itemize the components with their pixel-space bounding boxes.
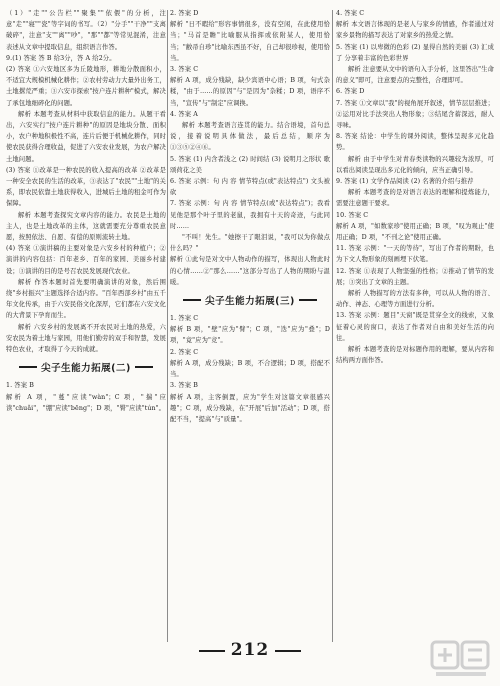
- answer-paragraph: 3. 答案 C: [170, 66, 199, 74]
- answer-paragraph: 13. 答案 示例：题目"天窗"既是贯穿全文的线索，又象征着心灵的窗口，表达了作者对自由和美好生活的向往。: [336, 312, 494, 342]
- answer-paragraph: 1. 答案 C: [170, 315, 199, 323]
- column-divider: [332, 10, 333, 642]
- section-heading: [170, 293, 330, 307]
- watermark-icon: [430, 636, 492, 680]
- page-number-rule: [199, 650, 225, 652]
- answer-paragraph: 12. 答案 ①表现了人物坚强的性格；②推动了情节的发展；③突出了文章的主题。: [336, 267, 494, 286]
- answer-paragraph: 5. 答案 (1) 内含者浅之 (2) 时间结 (3) 说明月之形状 歌颂荷花之美: [170, 155, 330, 174]
- answer-paragraph: 8. 答案 结论：中学生的课外阅读，整体呈现多元化趋势。: [336, 133, 494, 152]
- answer-paragraph: 1. 答案 B: [6, 382, 34, 390]
- answer-paragraph: （1）"走""公告栏""聚集""依偎"的分析，注意"走""寝""瓷"等字词的书写。（2）"分手""干净""支离破碎"，注意"支""离""吵"，"那""都"等常见混淆，注意表述从文章中提取信息，组织语言作答。: [6, 10, 166, 51]
- answer-paragraph: 9.(1) 答案 答 B 给3分，答 A 给2分。: [6, 54, 116, 62]
- answer-paragraph: 10. 答案 C: [336, 211, 369, 219]
- answer-paragraph: 解析 A 项，"蔓"应读"wàn"；C 项，"揣"应读"chuǎi"，"绷"应读"bēng"；D 项，"臀"应读"tún"。: [6, 393, 166, 412]
- answer-paragraph: 解析 "日不暇给"形容事情很多，没有空闲，在此使用恰当；"马首是瞻"比喻服从指挥或依附某人，使用恰当；"敝帚自珍"比喻东西虽不好，自己却很珍视，使用恰当。: [170, 21, 330, 62]
- answer-column-3: [336, 8, 494, 646]
- page-number: [0, 640, 500, 660]
- answer-paragraph: 7. 答案 ①文章以"我"的视角展开叙述，情节层层推进；②运用对比手法突出人物形象；③结尾含蓄深远，耐人寻味。: [336, 99, 494, 130]
- answer-paragraph: 3. 答案 B: [170, 382, 198, 390]
- answer-paragraph: (4) 答案 ①演讲稿的主要对象是六安乡村的种植户；②演讲的内容包括：百年老乡、百年的家园、美丽乡村建设；③演讲的目的是号召农民发展现代农业。: [6, 245, 166, 275]
- answer-paragraph: 解析 A 项，"如数家珍"使用正确；B 项，"叹为观止"使用正确；D 项，"不刊之论"使用正确。: [336, 222, 494, 242]
- answer-paragraph: 解析 作答本题时首先要明确演讲的对象，然后围绕"乡村振兴"主题选择合适内容。"百年西部乡村"由五千年文化传承，由于六安民俗文化深厚，它们都在六安文化的大背景下孕育而生。: [6, 278, 166, 320]
- answer-paragraph: 解析 A 项，成分残缺；B 项，不合逻辑；D 项，搭配不当。: [170, 359, 330, 379]
- answer-paragraph: 解析 本题考查探究文章内容的能力。农民是土地的主人，也是土地改革的主体，这就需要充分尊重农民意愿，按照依法、自愿、有偿的原则流转土地。: [6, 211, 166, 242]
- section-heading: [6, 360, 166, 374]
- answer-paragraph: 6. 答案 D: [336, 88, 365, 96]
- answer-paragraph: 11. 答案 示例："一天的等待"，写出了作者的期盼，也为下文人物形象的刻画埋下伏笔。: [336, 245, 494, 264]
- heading-rule: [299, 299, 317, 301]
- watermark-logo: [430, 636, 492, 680]
- answer-column-2: [170, 8, 330, 646]
- section-title: 尖子生能力拓展(三): [205, 296, 295, 308]
- answer-paragraph: 4. 答案 A: [170, 110, 198, 118]
- page-number-rule: [275, 650, 301, 652]
- answer-paragraph: 解析 本文语言体现的是老人与家乡的情感，作者通过对家乡景物的描写表达了对家乡的热爱之情。: [336, 21, 494, 40]
- answer-paragraph: 2. 答案 C: [170, 348, 199, 356]
- answer-paragraph: 7. 答案 示例：句 内 容 情节特点(或"表达特点")；我看见他是那个叶子里的老鼠，我拥有十天的奇迹，与此同时……: [170, 200, 330, 230]
- answer-paragraph: 5. 答案 (1) 以卑微的色彩 (2) 显得自然的美丽 (3) 汇成了 分享着丰富的色彩世界: [336, 43, 494, 62]
- answer-paragraph: 解析 A 项，成分残缺，缺少宾语中心语；B 项，句式杂糅，"由于……的原因"与"是因为"杂糅；D 项，语序不当，"宣传"与"制定"应调换。: [170, 77, 330, 107]
- answer-paragraph: 解析 ①此句是对文中人物动作的描写，体现出人物此时的心情……②"那么……"这部分写出了人物的期盼与温暖。: [170, 256, 330, 286]
- answer-paragraph: 解析 本题考查的是对标题作用的理解，要从内容和结构两方面作答。: [336, 346, 494, 365]
- column-divider: [167, 10, 168, 642]
- heading-rule: [183, 299, 201, 301]
- answer-paragraph: 解析 六安乡村的发展离不开农民对土地的热爱，六安农民为着土地与家园，用他们勤劳的双手和智慧，发展特色农业，才取得了今天的成就。: [6, 323, 166, 354]
- answer-paragraph: (2) 答案 ①六安地区多为丘陵地形，耕地分散面积小，不适宜大规模机械化耕作；②农村劳动力大量外出务工，土地撂荒严重；③六安市探索"按户连片耕种"模式，解决了承包地细碎化的问题。: [6, 66, 166, 107]
- section-title: 尖子生能力拓展(二): [41, 363, 131, 375]
- answer-paragraph: (3) 答案 ①改革是一种农民的收入提高的改革 ②改革是一种安全农民的生活的改革，③表达了"农民""土地"的关系，即农民依靠土地获得收入，进城后土地的租金可作为保障。: [6, 166, 166, 208]
- heading-rule: [135, 366, 153, 368]
- answer-paragraph: 9. 答案 (1) 文学作品阅读 (2) 名著的介绍与推荐: [336, 178, 474, 186]
- answer-paragraph: 解析 注意要从文中的语句入手分析，这里答出"生命的意义"即可，注意要点的完整性，合理即可。: [336, 66, 494, 85]
- answer-paragraph: "不叫！先生。"她擦干了眼泪说，"我可以为你做点什么吗？": [170, 234, 330, 253]
- answer-paragraph: 解析 B 项，"壁"应为"臂"；C 项，"迭"应为"叠"；D 项，"竟"应为"竞"。: [170, 326, 330, 345]
- answer-paragraph: 解析 由于中学生对青春类读物的兴趣较为浓厚，可以看出阅读呈现出多元化的倾向，应当正确引导。: [336, 155, 494, 174]
- answer-paragraph: 2. 答案 D: [170, 10, 199, 17]
- answer-column-1: [6, 8, 166, 646]
- answer-paragraph: 解析 本题考查从材料中获取信息的能力。从题干看出，六安实行"按户连片耕种"的原因是地块分散、面积小，农户种地积极性不高，连片后便于机械化耕作，同时使农民获得合理收益，促进了六安农业发展，为农户解决土地问题。: [6, 110, 166, 163]
- answer-paragraph: 解析 A 项，主客倒置，应为"学生对这篇文章很感兴趣"；C 项，成分残缺，在"开展"后加"活动"；D 项，搭配不当，"提高"与"质量"。: [170, 393, 330, 423]
- page-number-text: 212: [230, 640, 270, 660]
- answer-paragraph: 4. 答案 C: [336, 10, 365, 17]
- answer-paragraph: 解析 人物描写的方法有多种，可以从人物的语言、动作、神态、心理等方面进行分析。: [336, 290, 494, 309]
- answer-paragraph: 解析 本题考查的是对语言表达的理解和提炼能力，需要注意题干要求。: [336, 189, 494, 208]
- answer-paragraph: 6. 答案 示例：句 内 容 情节特点(或"表达特点") 文头被砍: [170, 178, 330, 197]
- heading-rule: [19, 366, 37, 368]
- answer-paragraph: 解析 本题考查语言连贯的能力。结合语境，首句总说，接着说明具体做法，最后总结，顺序为①③⑤②④⑥。: [170, 122, 330, 152]
